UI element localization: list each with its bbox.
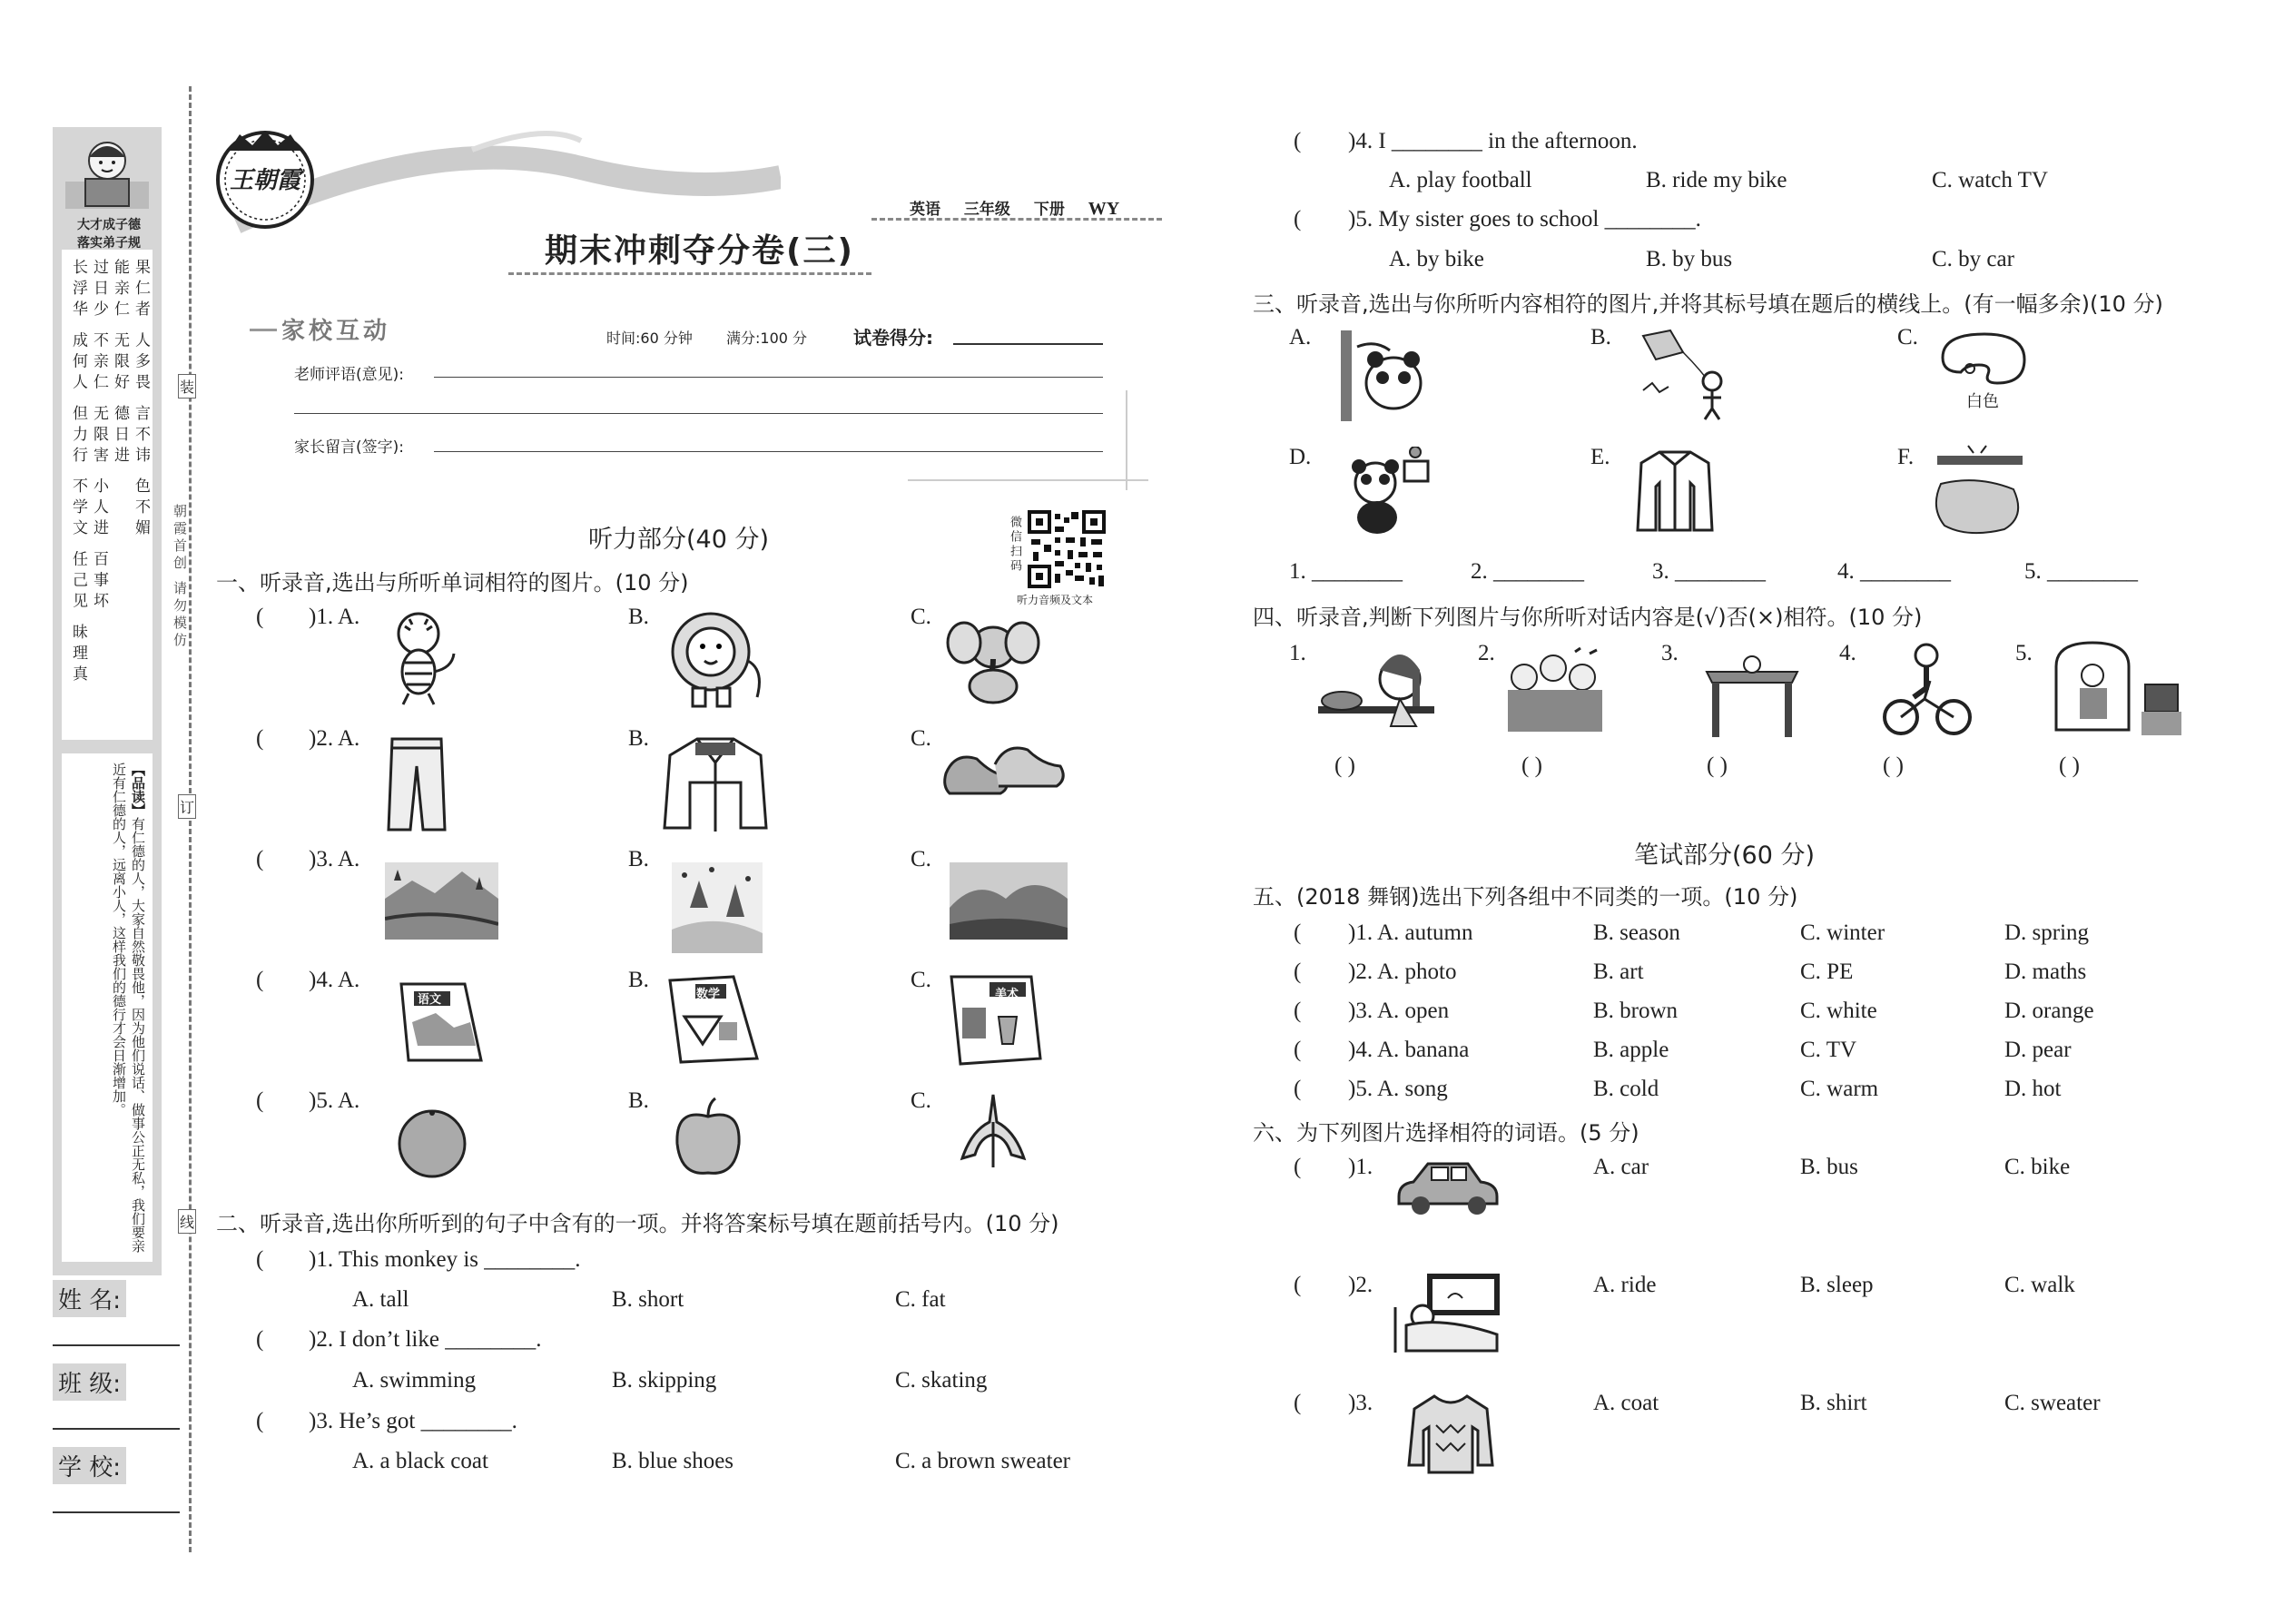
shoes-icon[interactable] xyxy=(940,737,1068,810)
poem-col: 过日少 不亲仁 无限害 小人进 百事坏 xyxy=(90,259,108,614)
option-c[interactable]: C. sweater xyxy=(2004,1391,2101,1415)
option-c-label: C. xyxy=(911,605,931,629)
answer-paren[interactable]: ( xyxy=(256,726,264,751)
girl-cycling-icon[interactable] xyxy=(1881,641,1972,739)
answer-paren[interactable]: ( xyxy=(1294,1391,1302,1415)
option-b[interactable]: B. skipping xyxy=(612,1368,717,1393)
option-c: C. white xyxy=(1800,999,1877,1023)
picture-number: 5. xyxy=(2015,641,2033,665)
option-b-label: B. xyxy=(628,726,649,751)
answer-paren[interactable]: ( xyxy=(256,1247,264,1272)
answer-paren[interactable]: ( xyxy=(1294,999,1302,1023)
poem-col: 果仁者 人多畏 言不讳 色不媚 xyxy=(132,259,150,541)
teacher-comment-label: 老师评语(意见): xyxy=(294,366,404,384)
picture-number: 3. xyxy=(1661,641,1679,665)
option-d: D. spring xyxy=(2004,920,2090,945)
sentence-question: )5. My sister goes to school ________. xyxy=(1348,207,1701,231)
option-b[interactable]: B. ride my bike xyxy=(1646,168,1787,192)
forest-icon[interactable] xyxy=(950,862,1068,940)
answer-paren[interactable]: ( xyxy=(256,1327,264,1352)
binding-line xyxy=(189,86,192,1552)
interaction-label: 家校互动 xyxy=(281,318,391,345)
grandpa-tv-icon[interactable] xyxy=(2047,639,2185,739)
option-c-label: C. xyxy=(911,847,931,871)
option-a: )1. A. autumn xyxy=(1348,920,1473,945)
winter-scene-icon[interactable] xyxy=(672,862,763,953)
picture-label: A. xyxy=(1289,325,1312,349)
picture-label: C. xyxy=(1897,325,1918,349)
option-c[interactable]: C. by car xyxy=(1932,247,2014,271)
option-b[interactable]: B. sleep xyxy=(1800,1273,1874,1297)
option-b-label: B. xyxy=(628,605,649,629)
answer-paren[interactable]: ( xyxy=(1294,1273,1302,1297)
name-field[interactable]: 姓 名: xyxy=(53,1280,184,1363)
title-underline xyxy=(508,272,871,275)
option-a[interactable]: A. play football xyxy=(1389,168,1532,192)
option-b-label: B. xyxy=(628,847,649,871)
option-b: B. season xyxy=(1593,920,1680,945)
student-fields xyxy=(53,1280,184,1530)
option-a[interactable]: A. by bike xyxy=(1389,247,1484,271)
option-c[interactable]: C. watch TV xyxy=(1932,168,2048,192)
question-number: )1. A. xyxy=(309,605,360,629)
class-field[interactable]: 班 级: xyxy=(53,1363,184,1447)
answer-blank[interactable]: 1. ________ xyxy=(1289,559,1403,584)
page-title: 期末冲刺夺分卷(三) xyxy=(545,232,854,270)
binding-mark: 线 xyxy=(178,1209,196,1234)
part3-heading: 三、听录音,选出与你所听内容相符的图片,并将其标号填在题后的横线上。(有一幅多余)(10 分) xyxy=(1253,291,2163,317)
qr-caption: 听力音频及文本 xyxy=(1017,594,1094,606)
option-b: B. brown xyxy=(1593,999,1679,1023)
option-a[interactable]: A. tall xyxy=(352,1287,409,1312)
teacher-comment-input[interactable] xyxy=(434,377,1103,378)
part5-heading: 五、(2018 舞钢)选出下列各组中不同类的一项。(10 分) xyxy=(1253,884,1798,910)
question-number: )5. A. xyxy=(309,1088,360,1113)
banana-icon[interactable] xyxy=(955,1091,1033,1178)
option-b-label: B. xyxy=(628,968,649,992)
option-c: C. PE xyxy=(1800,960,1854,984)
kite-boy-icon[interactable] xyxy=(1634,327,1734,422)
picture-label: B. xyxy=(1590,325,1611,349)
panda-tree-icon[interactable] xyxy=(1339,329,1439,424)
judge-paren[interactable]: ( ) xyxy=(1521,753,1542,778)
picture-label: D. xyxy=(1289,445,1312,469)
option-a[interactable]: A. swimming xyxy=(352,1368,477,1393)
girl-eating-icon[interactable] xyxy=(1316,643,1438,739)
answer-blank[interactable]: 4. ________ xyxy=(1837,559,1951,584)
jacket-icon[interactable] xyxy=(661,733,770,835)
copyright-note: 朝霞首创 请勿模仿 xyxy=(172,504,188,650)
question-number: )2. A. xyxy=(309,726,360,751)
question-number: )3. A. xyxy=(309,847,360,871)
binding-mark: 装 xyxy=(178,374,196,399)
option-d: D. pear xyxy=(2004,1038,2072,1062)
part2-heading: 二、听录音,选出你所听到的句子中含有的一项。并将答案标号填在题前括号内。(10 分) xyxy=(216,1211,1059,1236)
question-number: )4. A. xyxy=(309,968,360,992)
option-c-label: C. xyxy=(911,1088,931,1113)
interaction-divider xyxy=(250,329,277,331)
answer-blank[interactable]: 3. ________ xyxy=(1652,559,1766,584)
judge-paren[interactable]: ( ) xyxy=(2059,753,2080,778)
sleeping-child-icon[interactable] xyxy=(1393,1271,1510,1354)
option-b[interactable]: B. bus xyxy=(1800,1155,1858,1179)
book-label: 语文 xyxy=(418,993,442,1007)
option-b: B. apple xyxy=(1593,1038,1669,1062)
sentence-question: )1. This monkey is ________. xyxy=(309,1247,581,1272)
answer-paren[interactable]: ( xyxy=(256,1409,264,1433)
answer-paren[interactable]: ( xyxy=(1294,920,1302,945)
table-apple-icon[interactable] xyxy=(1698,652,1807,739)
option-a: )3. A. open xyxy=(1348,999,1450,1023)
binding-mark: 订 xyxy=(178,794,196,819)
answer-paren[interactable]: ( xyxy=(256,1088,264,1113)
option-b: B. art xyxy=(1593,960,1644,984)
question-number: )2. xyxy=(1348,1273,1373,1297)
answer-paren[interactable]: ( xyxy=(256,605,264,629)
group-singing-icon[interactable] xyxy=(1502,646,1608,733)
sidebar-poem xyxy=(67,259,151,731)
option-c[interactable]: C. walk xyxy=(2004,1273,2075,1297)
answer-blank[interactable]: 5. ________ xyxy=(2024,559,2138,584)
book-label: 美术 xyxy=(995,988,1019,1001)
teacher-comment-line2[interactable] xyxy=(294,413,1103,414)
answer-paren[interactable]: ( xyxy=(1294,960,1302,984)
option-b: B. cold xyxy=(1593,1077,1659,1101)
sweater-icon[interactable] xyxy=(1405,1389,1496,1480)
option-d: D. orange xyxy=(2004,999,2094,1023)
answer-paren[interactable]: ( xyxy=(1294,1038,1302,1062)
shirt-icon[interactable] xyxy=(1636,447,1714,534)
car-icon[interactable] xyxy=(1393,1155,1502,1218)
answer-paren[interactable]: ( xyxy=(1294,207,1302,231)
option-b[interactable]: B. short xyxy=(612,1287,684,1312)
parent-message-label: 家长留言(签字): xyxy=(294,438,404,457)
judge-paren[interactable]: ( ) xyxy=(1883,753,1904,778)
answer-paren[interactable]: ( xyxy=(256,847,264,871)
question-number: )1. xyxy=(1348,1155,1373,1179)
part4-heading: 四、听录音,判断下列图片与你所听对话内容是(√)否(×)相符。(10 分) xyxy=(1253,605,1923,630)
parent-message-input[interactable] xyxy=(434,451,1103,452)
sentence-question: )2. I don’t like ________. xyxy=(309,1327,542,1352)
panel-bottom-edge xyxy=(908,479,1148,481)
option-d: D. maths xyxy=(2004,960,2087,984)
part6-heading: 六、为下列图片选择相符的词语。(5 分) xyxy=(1253,1120,1639,1146)
answer-paren[interactable]: ( xyxy=(1294,1155,1302,1179)
option-c[interactable]: C. skating xyxy=(895,1368,988,1393)
exam-time: 时间:60 分钟 xyxy=(606,330,693,347)
elephant-icon[interactable] xyxy=(944,606,1042,708)
apple-icon[interactable] xyxy=(672,1095,744,1178)
answer-paren[interactable]: ( xyxy=(1294,129,1302,153)
qr-code-icon[interactable] xyxy=(1028,510,1106,588)
subject-tags: 英语 三年级 下册 WY xyxy=(910,199,1120,219)
option-c-label: C. xyxy=(911,968,931,992)
option-c: C. TV xyxy=(1800,1038,1857,1062)
poem-col: 能亲仁 无限好 德日进 xyxy=(111,259,129,468)
option-c: C. winter xyxy=(1800,920,1885,945)
option-a: )5. A. song xyxy=(1348,1077,1448,1101)
question-number: )3. xyxy=(1348,1391,1373,1415)
trousers-icon[interactable] xyxy=(385,733,448,833)
option-d: D. hot xyxy=(2004,1077,2062,1101)
picture-number: 1. xyxy=(1289,641,1306,665)
option-c[interactable]: C. a brown sweater xyxy=(895,1449,1070,1473)
sidebar-reading: 【品读】有仁德的人，大家自然敬畏他，因为他们说话、做事公正无私，我们要亲近有仁德的人，远离小人，这样我们的德行才会日渐增加。 xyxy=(111,763,146,1253)
panel-edge xyxy=(1126,390,1127,490)
score-input[interactable] xyxy=(953,343,1103,345)
option-c: C. warm xyxy=(1800,1077,1879,1101)
option-a[interactable]: A. a black coat xyxy=(352,1449,488,1473)
tiger-icon[interactable] xyxy=(378,606,459,706)
option-b[interactable]: B. shirt xyxy=(1800,1391,1867,1415)
option-a[interactable]: A. car xyxy=(1593,1155,1649,1179)
picture-number: 2. xyxy=(1478,641,1495,665)
answer-paren[interactable]: ( xyxy=(1294,1077,1302,1101)
score-label: 试卷得分: xyxy=(853,327,933,349)
sentence-question: )3. He’s got ________. xyxy=(309,1409,517,1433)
option-b[interactable]: B. blue shoes xyxy=(612,1449,734,1473)
listening-section-title: 听力部分(40 分) xyxy=(588,526,770,554)
qr-side-label: 微信扫码 xyxy=(1008,516,1021,574)
full-score: 满分:100 分 xyxy=(726,330,808,347)
option-a[interactable]: A. coat xyxy=(1593,1391,1659,1415)
sentence-question: )4. I ________ in the afternoon. xyxy=(1348,129,1638,153)
option-c-label: C. xyxy=(911,726,931,751)
writing-section-title: 笔试部分(60 分) xyxy=(1634,842,1816,870)
picture-number: 4. xyxy=(1839,641,1856,665)
picture-label: F. xyxy=(1897,445,1915,469)
palette-icon[interactable] xyxy=(1939,329,2030,392)
orange-icon[interactable] xyxy=(394,1106,470,1180)
option-c[interactable]: C. fat xyxy=(895,1287,946,1312)
panda-basketball-icon[interactable] xyxy=(1339,447,1439,537)
option-a: )4. A. banana xyxy=(1348,1038,1470,1062)
answer-blank[interactable]: 2. ________ xyxy=(1471,559,1584,584)
answer-paren[interactable]: ( xyxy=(256,968,264,992)
school-field[interactable]: 学 校: xyxy=(53,1447,184,1530)
lion-icon[interactable] xyxy=(661,606,770,711)
scholar-mascot-icon xyxy=(60,132,154,213)
option-b[interactable]: B. by bus xyxy=(1646,247,1733,271)
picture-label: E. xyxy=(1590,445,1610,469)
option-a[interactable]: A. ride xyxy=(1593,1273,1657,1297)
poem-col: 长浮华 成何人 但力行 不学文 任己见 昧理真 xyxy=(69,259,87,687)
book-label: 数学 xyxy=(696,988,721,1001)
option-a: )2. A. photo xyxy=(1348,960,1457,984)
option-c[interactable]: C. bike xyxy=(2004,1155,2071,1179)
palette-label: 白色 xyxy=(1966,392,1999,411)
spill-scene-icon[interactable] xyxy=(1932,440,2032,536)
logo-text: 王朝霞 xyxy=(229,167,300,194)
judge-paren[interactable]: ( ) xyxy=(1334,753,1355,778)
judge-paren[interactable]: ( ) xyxy=(1707,753,1728,778)
part1-heading: 一、听录音,选出与所听单词相符的图片。(10 分) xyxy=(216,570,689,595)
option-b-label: B. xyxy=(628,1088,649,1113)
landscape-icon[interactable] xyxy=(385,862,498,940)
sidebar-motto: 大才成子德 落实弟子规 xyxy=(77,218,141,251)
